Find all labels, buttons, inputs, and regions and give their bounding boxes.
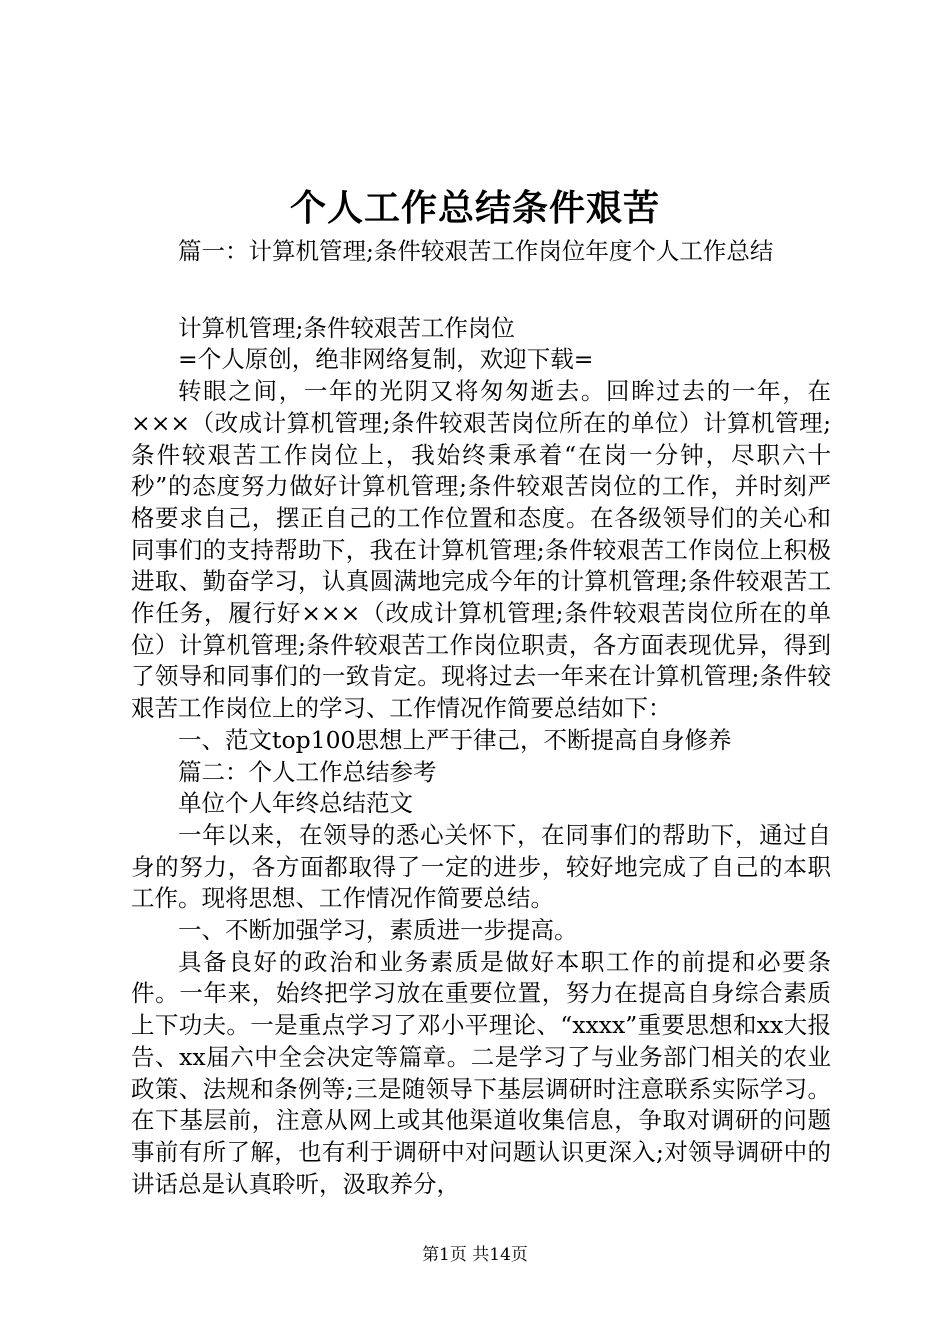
paragraph-post-title: 计算机管理;条件较艰苦工作岗位 (178, 313, 515, 342)
paragraph-subtitle: 单位个人年终总结范文 (178, 789, 413, 818)
paragraph-section-one-heading: 篇一：计算机管理;条件较艰苦工作岗位年度个人工作总结 (178, 237, 774, 265)
document-body (131, 236, 831, 1200)
paragraph-section-two-heading: 篇二：个人工作总结参考 (178, 757, 437, 786)
paragraph-study-details: 具备良好的政治和业务素质是做好本职工作的前提和必要条件。一年来，始终把学习放在重要位置，努力在提高自身综合素质上下功夫。一是重点学习了邓小平理论、“xxxx”重要思想和xx大报告、xx届六中全会决定等篇章。二是学习了与业务部门相关的农业政策、法规和条例等;三是随领导下基层调研时注意联系实际学习。在下基层前，注意从网上或其他渠道收集信息，争取对调研的问题事前有所了解，也有利于调研中对问题认识更深入;对领导调研中的讲话总是认真聆听，汲取养分， (131, 947, 831, 1198)
paragraph-point-one: 一、范文top100思想上严于律己，不断提高自身修养 (178, 725, 732, 754)
paragraph-study-heading: 一、不断加强学习，素质进一步提高。 (178, 916, 578, 945)
paragraph-intro: 转眼之间，一年的光阴又将匆匆逝去。回眸过去的一年，在×××（改成计算机管理;条件较艰苦岗位所在的单位）计算机管理;条件较艰苦工作岗位上，我始终秉承着“在岗一分钟，尽职六十秒”的态度努力做好计算机管理;条件较艰苦岗位的工作，并时刻严格要求自己，摆正自己的工作位置和态度。在各级领导们的关心和同事们的支持帮助下，我在计算机管理;条件较艰苦工作岗位上积极进取、勤奋学习，认真圆满地完成今年的计算机管理;条件较艰苦工作任务，履行好×××（改成计算机管理;条件较艰苦岗位所在的单位）计算机管理;条件较艰苦工作岗位职责，各方面表现优异，得到了领导和同事们的一致肯定。现将过去一年来在计算机管理;条件较艰苦工作岗位上的学习、工作情况作简要总结如下： (131, 377, 831, 723)
paragraph-original-notice: =个人原创，绝非网络复制，欢迎下载= (178, 345, 594, 374)
document-title: 个人工作总结条件艰苦 (289, 187, 660, 229)
paragraph-summary-intro: 一年以来，在领导的悉心关怀下，在同事们的帮助下，通过自身的努力，各方面都取得了一定的进步，较好地完成了自己的本职工作。现将思想、工作情况作简要总结。 (131, 820, 831, 913)
paragraph-spacer (131, 268, 831, 313)
page-number-footer: 第1页 共14页 (422, 1245, 528, 1265)
